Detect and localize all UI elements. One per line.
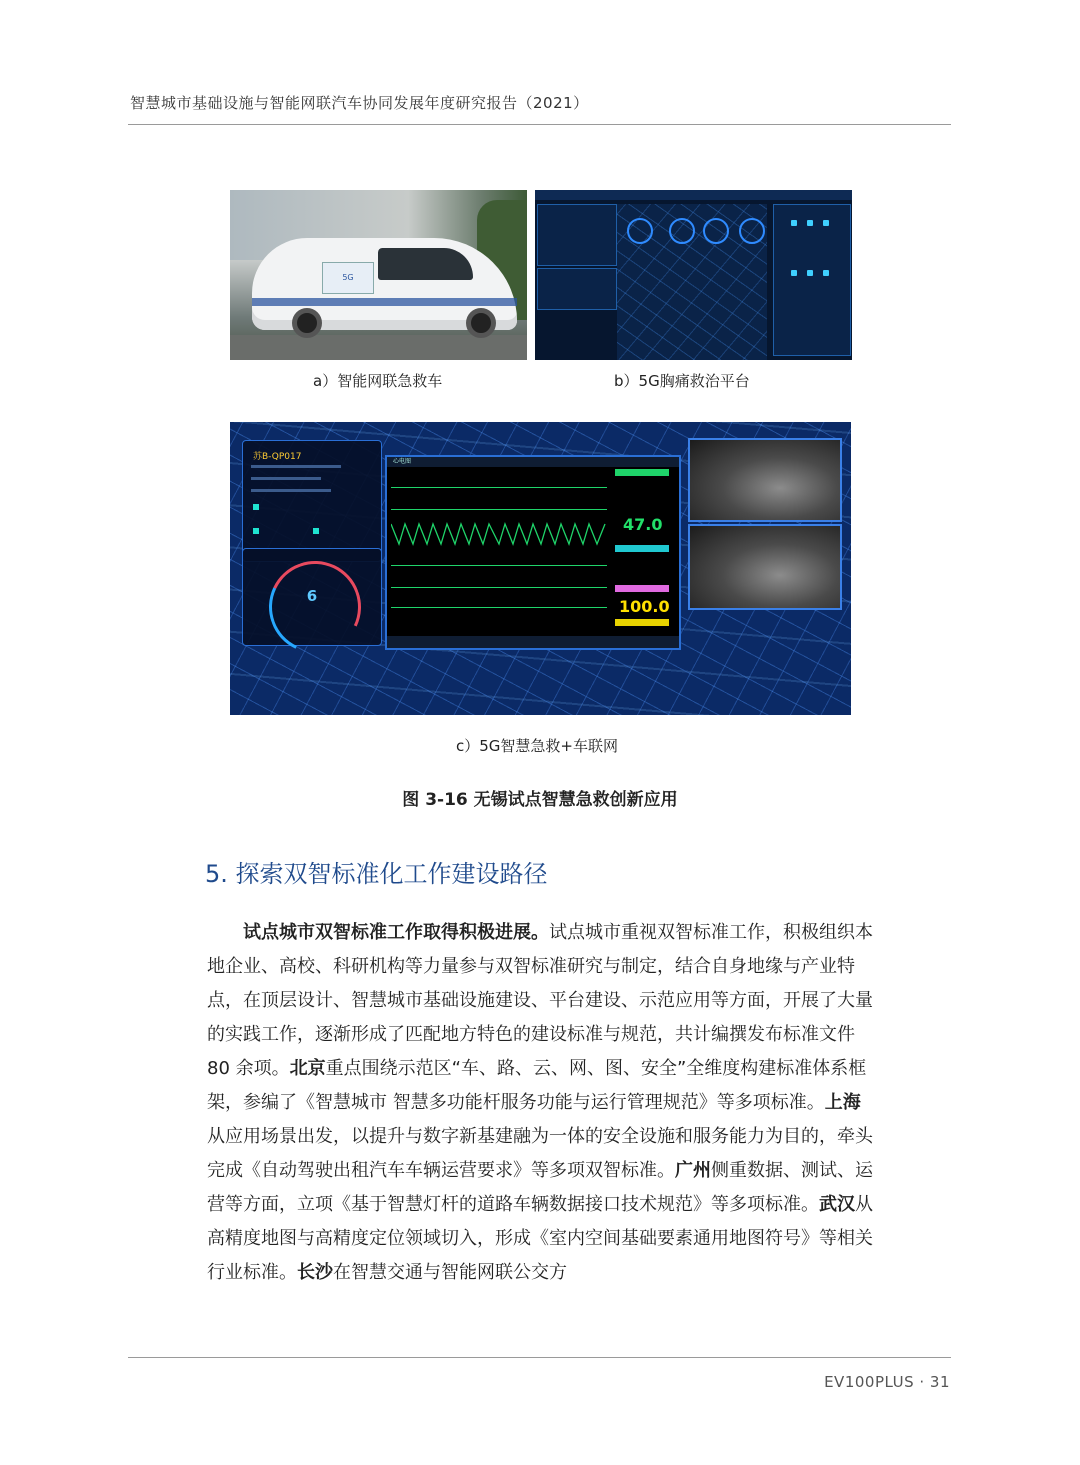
- figure-a-caption: a）智能网联急救车: [313, 372, 443, 390]
- city-beijing: 北京: [289, 1058, 326, 1079]
- text-run: 在智慧交通与智能网联公交方: [333, 1262, 567, 1283]
- chest-pain-platform-screenshot: [535, 190, 852, 360]
- patient-monitor: [385, 455, 681, 650]
- driver-cam-icon: [253, 528, 259, 534]
- speed-gauge: [242, 548, 382, 646]
- driver-camera-view: [688, 438, 842, 522]
- speed-value: 6: [306, 587, 318, 605]
- heart-rate-value: 47.0: [623, 515, 663, 534]
- figure-title: 图 3-16 无锡试点智慧急救创新应用: [402, 790, 678, 810]
- city-guangzhou: 广州: [675, 1160, 711, 1181]
- ambulance-photo: [230, 190, 527, 360]
- running-header: 智慧城市基础设施与智能网联汽车协同发展年度研究报告（2021）: [130, 94, 589, 112]
- spo2-value: 100.0: [619, 597, 670, 616]
- cabin-cam-icon: [313, 528, 319, 534]
- text-run: 从应用场景出发，以提升与数字新基建融为一体的安全设施和服务能力为目的，牵头完成《自动驾驶出租汽车车辆运营要求》等多项双智标准。: [207, 1126, 873, 1181]
- footer-rule: [128, 1357, 951, 1358]
- lead-sentence: 试点城市双智标准工作取得积极进展。: [243, 922, 549, 943]
- van-5g-logo-icon: 5G: [322, 262, 374, 294]
- text-run: 侧重数据、测试、运营等方面，立项《基于智慧灯杆的道路车辆数据接口技术规范》等多项标准。: [207, 1160, 873, 1215]
- plate-number: 苏B-QP017: [253, 452, 302, 462]
- figure-c-caption: c）5G智慧急救+车联网: [456, 737, 618, 755]
- cabin-camera-view: [688, 524, 842, 610]
- text-run: 重点围绕示范区“车、路、云、网、图、安全”全维度构建标准体系框架，参编了《智慧城市 智慧多功能杆服务功能与运行管理规范》等多项标准。: [207, 1058, 867, 1113]
- figure-b-caption: b）5G胸痛救治平台: [614, 372, 750, 390]
- city-changsha: 长沙: [297, 1262, 333, 1283]
- monitor-title: 心电图: [387, 457, 679, 467]
- vehicle-info-panel: [242, 440, 382, 562]
- city-shanghai: 上海: [824, 1092, 861, 1113]
- smart-ambulance-screen: [230, 422, 851, 715]
- text-run: 从高精度地图与高精度定位领域切入，形成《室内空间基础要素通用地图符号》等相关行业标准。: [207, 1194, 873, 1283]
- page-footer: EV100PLUS · 31: [824, 1373, 950, 1391]
- text-run: 试点城市重视双智标准工作，积极组织本地企业、高校、科研机构等力量参与双智标准研究与制定，结合自身地缘与产业特点，在顶层设计、智慧城市基础设施建设、平台建设、示范应用等方面，开展了大量的实践工作，逐渐形成了匹配地方特色的建设标准与规范，共计编撰发布标准文件 80 余项。: [207, 922, 873, 1079]
- city-wuhan: 武汉: [819, 1194, 855, 1215]
- status-icon: [253, 504, 259, 510]
- ecg-waveform-icon: [391, 519, 607, 549]
- section-heading: 5. 探索双智标准化工作建设路径: [205, 860, 548, 888]
- header-rule: [128, 124, 951, 125]
- body-paragraph: [207, 916, 877, 1290]
